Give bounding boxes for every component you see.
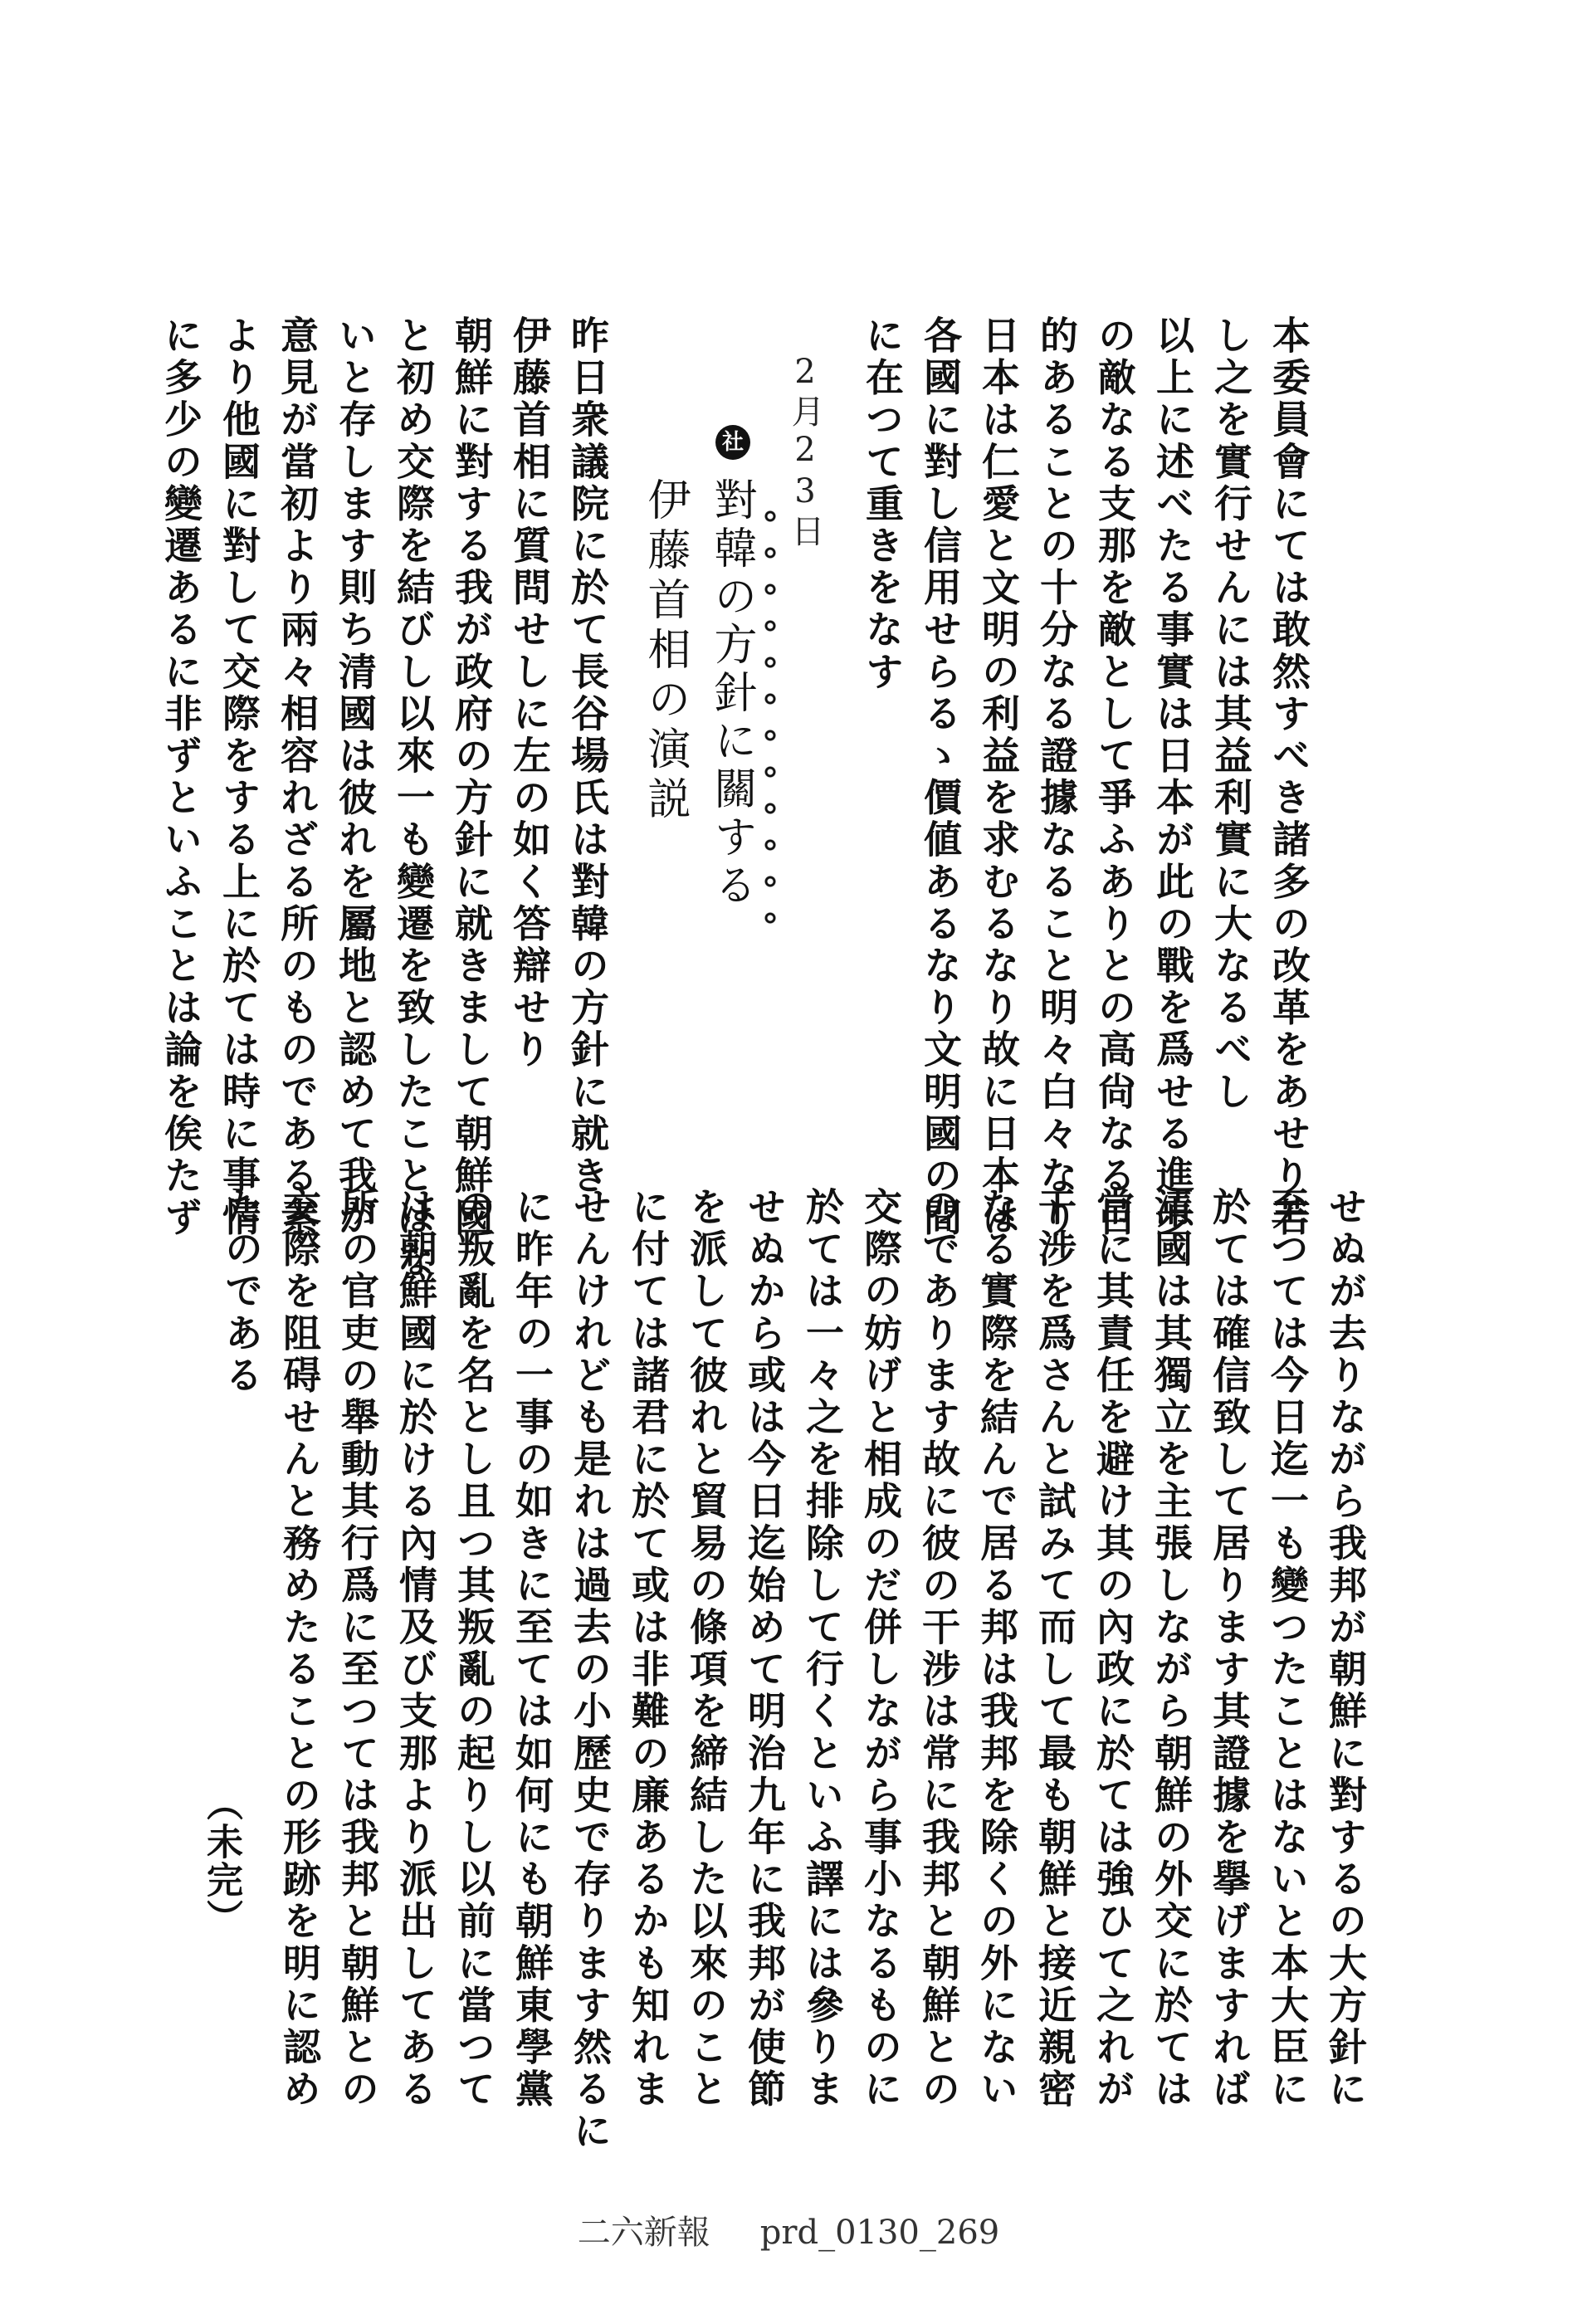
speech-column-1: 昨日衆議院に於て長谷場氏は對韓の方針に就き — [565, 315, 610, 1198]
lower-column-1: せぬが去りながら我邦が朝鮮に對するの大方針に — [1323, 1187, 1368, 2112]
speech-column-3: 朝鮮に對する我が政府の方針に就きまして朝鮮國 — [449, 315, 494, 1240]
lower-column-9: 交際の妨げと相成のだ併しながら事小なるものに — [858, 1187, 903, 2112]
speech-column-6: 意見が當初より兩々相容れざる所のものである素 — [275, 315, 320, 1240]
lower-column-14: せんけれども是れは過去の小歷史で存ります然るに — [568, 1187, 613, 2153]
end-mark: （未完） — [200, 1784, 242, 1937]
footer-id: prd_0130_269 — [759, 2214, 1000, 2252]
speech-column-5: いと存します則ち清國は彼れを屬地と認めて我が — [333, 315, 378, 1240]
upper-column-3: 以上に述べたる事實は日本が此の戰を爲せる進歩 — [1150, 315, 1195, 1240]
lower-column-11: せぬから或は今日迄始めて明治九年に我邦が使節 — [742, 1187, 787, 2112]
lower-column-20: たのである — [219, 1187, 264, 1397]
speech-column-8: に多少の變遷あるに非ずといふことは論を俟たず — [159, 315, 203, 1240]
lower-column-13: に付ては諸君に於て或は非難の廉あるかも知れま — [626, 1187, 671, 2112]
speech-column-4: と初め交際を結びし以來一も變遷を致したことはな — [391, 315, 436, 1282]
article-marker: 社 — [715, 425, 750, 460]
lower-column-5: 常に其責任を避け其の內政に於ては強ひて之れが — [1091, 1187, 1135, 2112]
lower-column-18: 所の官吏の舉動其行爲に至つては我邦と朝鮮との — [335, 1187, 380, 2112]
headline-line-2: 伊藤首相の演説 — [640, 477, 690, 826]
lower-column-7: なる實際を結んで居る邦は我邦を除くの外にない — [974, 1187, 1019, 2112]
upper-column-6: 日本は仁愛と文明の利益を求むるなり故に日本は — [976, 315, 1021, 1240]
lower-column-2: 至つては今日迄一も變つたことはないと本大臣に — [1265, 1187, 1310, 2112]
footer-source: 二六新報 — [577, 2214, 710, 2252]
upper-column-2: し之を實行せんには其益利實に大なるべし — [1208, 315, 1253, 1114]
lower-column-4: 清國は其獨立を主張しながら朝鮮の外交に於ては — [1149, 1187, 1194, 2112]
lower-column-15: に昨年の一事の如きに至ては如何にも朝鮮東學黨 — [510, 1187, 554, 2112]
upper-column-8: に在つて重きをなす — [860, 315, 905, 694]
speech-column-7: より他國に對して交際をする上に於ては時に事情 — [217, 315, 261, 1240]
upper-column-1: 本委員會にては敢然すべき諸多の改革をあせり若 — [1267, 315, 1311, 1240]
upper-column-4: の敵なる支那を敵として爭ふありとの高尙なる目 — [1092, 315, 1137, 1240]
lower-column-10: 於ては一々之を排除して行くといふ譯には參りま — [800, 1187, 845, 2112]
lower-column-12: を派して彼れと貿易の條項を締結した以來のこと — [684, 1187, 729, 2112]
lower-column-16: の叛亂を名とし且つ其叛亂の起りし以前に當つて — [452, 1187, 496, 2112]
lower-column-19: 交際を阻碍せんと務めたることの形跡を明に認め — [277, 1187, 322, 2112]
lower-column-3: 於ては確信致して居ります其證據を擧げますれば — [1207, 1187, 1252, 2112]
lower-column-17: は朝鮮國に於ける內情及び支那より派出してある — [393, 1187, 438, 2112]
headline-line-1: 對韓の方針に關する — [706, 477, 756, 911]
upper-column-7: 各國に對し信用せらるゝ價値あるなり文明國の間 — [918, 315, 963, 1240]
page-footer — [0, 2206, 1577, 2253]
emphasis-dots — [764, 498, 777, 930]
lower-column-6: 干涉を爲さんと試みて而して最も朝鮮と接近親密 — [1033, 1187, 1077, 2112]
lower-column-8: のであります故に彼の干涉は常に我邦と朝鮮との — [916, 1187, 961, 2112]
article-date: 2月23日 — [786, 353, 824, 550]
upper-column-5: 的あることの十分なる證據なること明々白々なり — [1034, 315, 1079, 1240]
speech-column-2: 伊藤首相に質問せしに左の如く答辯せり — [507, 315, 552, 1072]
